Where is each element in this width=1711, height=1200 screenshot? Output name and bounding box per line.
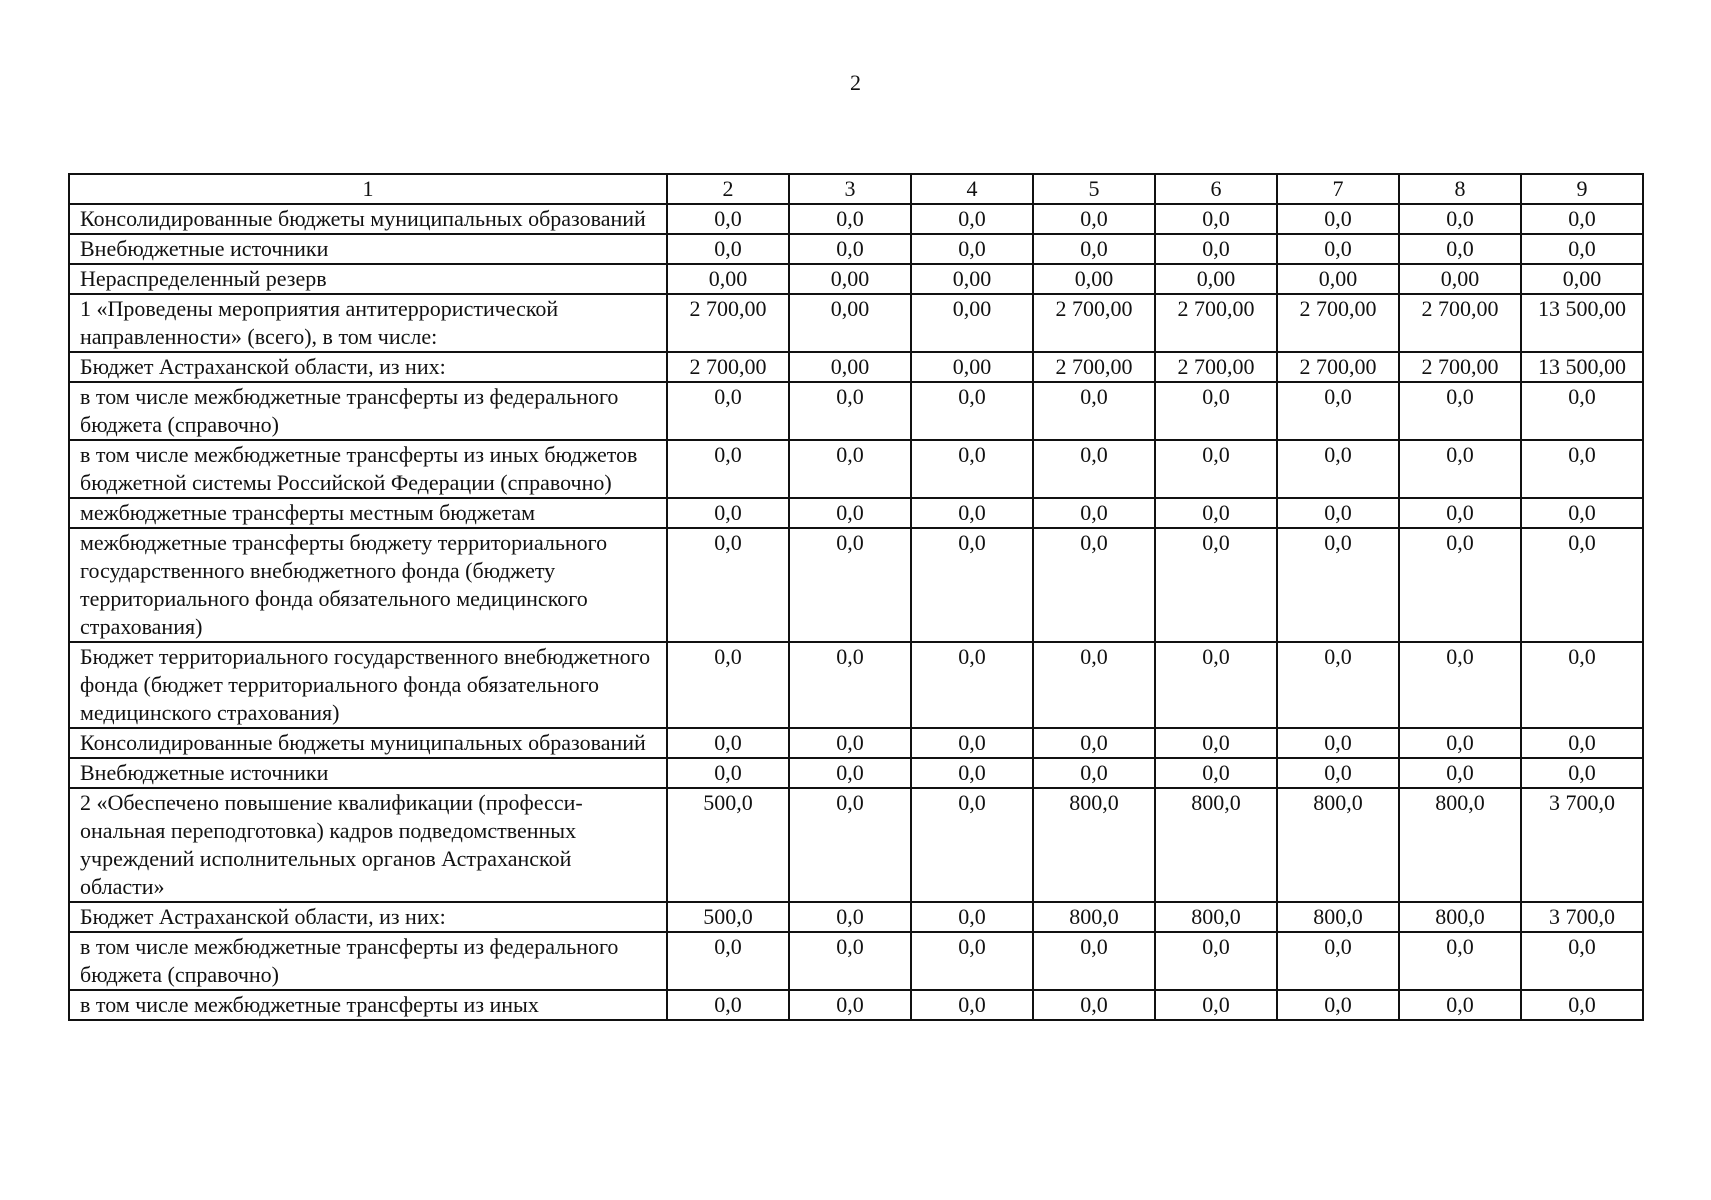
value-cell: 0,0 [1521, 204, 1643, 234]
header-cell: 9 [1521, 174, 1643, 204]
value-cell: 0,0 [1033, 204, 1155, 234]
value-cell: 0,0 [1033, 642, 1155, 728]
value-cell: 3 700,0 [1521, 788, 1643, 902]
value-cell: 0,0 [789, 642, 911, 728]
value-cell: 500,0 [667, 788, 789, 902]
value-cell: 0,0 [911, 234, 1033, 264]
value-cell: 0,0 [1033, 990, 1155, 1020]
value-cell: 0,0 [1033, 498, 1155, 528]
table-row [69, 642, 1643, 728]
value-cell: 0,0 [1277, 728, 1399, 758]
table-body [69, 204, 1643, 1020]
header-cell: 1 [69, 174, 667, 204]
value-cell: 2 700,00 [667, 352, 789, 382]
value-cell: 0,00 [1155, 264, 1277, 294]
value-cell: 0,00 [1399, 264, 1521, 294]
header-cell: 8 [1399, 174, 1521, 204]
value-cell: 13 500,00 [1521, 352, 1643, 382]
value-cell: 0,00 [789, 264, 911, 294]
value-cell: 0,00 [911, 352, 1033, 382]
value-cell: 0,0 [1277, 932, 1399, 990]
value-cell: 0,0 [1277, 204, 1399, 234]
value-cell: 0,00 [1277, 264, 1399, 294]
header-cell: 4 [911, 174, 1033, 204]
value-cell: 800,0 [1399, 788, 1521, 902]
row-label: в том числе межбюджетные трансферты из федерального бюджета (справочно) [69, 932, 667, 990]
row-label: Бюджет Астраханской области, из них: [69, 352, 667, 382]
value-cell: 0,0 [1521, 932, 1643, 990]
value-cell: 0,0 [1399, 382, 1521, 440]
value-cell: 0,0 [1277, 758, 1399, 788]
row-label: в том числе межбюджетные трансферты из иных [69, 990, 667, 1020]
table-header-row [69, 174, 1643, 204]
value-cell: 0,0 [1155, 758, 1277, 788]
value-cell: 0,0 [1033, 728, 1155, 758]
value-cell: 0,0 [1277, 382, 1399, 440]
header-cell: 3 [789, 174, 911, 204]
value-cell: 0,0 [1399, 234, 1521, 264]
value-cell: 0,0 [1277, 990, 1399, 1020]
value-cell: 0,0 [1399, 528, 1521, 642]
table-row [69, 788, 1643, 902]
value-cell: 0,0 [1033, 440, 1155, 498]
value-cell: 0,0 [667, 204, 789, 234]
row-label: Нераспределенный резерв [69, 264, 667, 294]
row-label: Внебюджетные источники [69, 234, 667, 264]
value-cell: 0,0 [1521, 728, 1643, 758]
table-row [69, 294, 1643, 352]
value-cell: 0,0 [667, 528, 789, 642]
value-cell: 0,0 [667, 932, 789, 990]
value-cell: 0,0 [789, 440, 911, 498]
value-cell: 0,0 [1155, 990, 1277, 1020]
value-cell: 0,0 [667, 382, 789, 440]
value-cell: 0,0 [1155, 498, 1277, 528]
value-cell: 0,0 [1033, 528, 1155, 642]
value-cell: 0,0 [911, 528, 1033, 642]
value-cell: 0,0 [1155, 528, 1277, 642]
value-cell: 2 700,00 [667, 294, 789, 352]
value-cell: 0,0 [1521, 642, 1643, 728]
value-cell: 13 500,00 [1521, 294, 1643, 352]
value-cell: 2 700,00 [1033, 352, 1155, 382]
header-cell: 7 [1277, 174, 1399, 204]
table-row [69, 382, 1643, 440]
value-cell: 0,0 [1277, 234, 1399, 264]
value-cell: 800,0 [1399, 902, 1521, 932]
value-cell: 0,0 [1155, 932, 1277, 990]
value-cell: 2 700,00 [1155, 352, 1277, 382]
value-cell: 0,0 [1399, 204, 1521, 234]
row-label: в том числе межбюджетные трансферты из иных бюджетов бюджетной системы Российской Федерации (справочно) [69, 440, 667, 498]
value-cell: 0,0 [1521, 382, 1643, 440]
value-cell: 0,00 [667, 264, 789, 294]
value-cell: 0,0 [667, 728, 789, 758]
value-cell: 0,0 [1155, 204, 1277, 234]
value-cell: 0,0 [789, 382, 911, 440]
row-label: межбюджетные трансферты местным бюджетам [69, 498, 667, 528]
table-row [69, 204, 1643, 234]
value-cell: 0,0 [1277, 440, 1399, 498]
value-cell: 0,0 [1521, 440, 1643, 498]
value-cell: 2 700,00 [1399, 352, 1521, 382]
value-cell: 0,0 [1521, 234, 1643, 264]
value-cell: 0,0 [911, 642, 1033, 728]
value-cell: 0,0 [1277, 528, 1399, 642]
value-cell: 500,0 [667, 902, 789, 932]
value-cell: 2 700,00 [1155, 294, 1277, 352]
value-cell: 0,0 [667, 234, 789, 264]
page-number: 2 [850, 70, 861, 95]
value-cell: 800,0 [1277, 788, 1399, 902]
value-cell: 0,0 [789, 498, 911, 528]
value-cell: 0,0 [911, 788, 1033, 902]
value-cell: 0,0 [1399, 728, 1521, 758]
row-label: межбюджетные трансферты бюджету территориального государственного внебюджетного фонда (бюджету территориального фонда обязательного медицинского страхования) [69, 528, 667, 642]
value-cell: 800,0 [1033, 902, 1155, 932]
table-row [69, 990, 1643, 1020]
table-header [69, 174, 1643, 204]
value-cell: 0,0 [1155, 440, 1277, 498]
row-label: Консолидированные бюджеты муниципальных образований [69, 728, 667, 758]
value-cell: 0,0 [1033, 758, 1155, 788]
value-cell: 0,00 [911, 294, 1033, 352]
value-cell: 800,0 [1277, 902, 1399, 932]
table-row [69, 352, 1643, 382]
value-cell: 800,0 [1033, 788, 1155, 902]
table-row [69, 728, 1643, 758]
value-cell: 0,0 [911, 990, 1033, 1020]
value-cell: 0,0 [789, 990, 911, 1020]
budget-table [68, 173, 1644, 1021]
value-cell: 2 700,00 [1033, 294, 1155, 352]
value-cell: 0,00 [789, 352, 911, 382]
value-cell: 0,0 [911, 204, 1033, 234]
value-cell: 0,0 [1155, 728, 1277, 758]
value-cell: 0,0 [789, 204, 911, 234]
table-row [69, 264, 1643, 294]
value-cell: 2 700,00 [1399, 294, 1521, 352]
value-cell: 0,00 [1521, 264, 1643, 294]
table-row [69, 440, 1643, 498]
table-row [69, 902, 1643, 932]
value-cell: 0,0 [911, 382, 1033, 440]
value-cell: 2 700,00 [1277, 294, 1399, 352]
value-cell: 0,0 [789, 758, 911, 788]
value-cell: 0,00 [1033, 264, 1155, 294]
header-cell: 2 [667, 174, 789, 204]
value-cell: 0,0 [1033, 234, 1155, 264]
value-cell: 800,0 [1155, 788, 1277, 902]
value-cell: 0,0 [1521, 498, 1643, 528]
value-cell: 0,0 [789, 932, 911, 990]
value-cell: 2 700,00 [1277, 352, 1399, 382]
value-cell: 0,0 [789, 902, 911, 932]
table-row [69, 528, 1643, 642]
value-cell: 0,0 [911, 758, 1033, 788]
value-cell: 0,0 [911, 728, 1033, 758]
value-cell: 0,0 [1399, 758, 1521, 788]
value-cell: 800,0 [1155, 902, 1277, 932]
value-cell: 0,0 [1399, 440, 1521, 498]
value-cell: 0,0 [1155, 382, 1277, 440]
value-cell: 0,0 [789, 728, 911, 758]
row-label: 2 «Обеспечено повышение квалификации (профессиональная переподготовка) кадров подведомственных учреждений исполнительных органов Астраханской области» [69, 788, 667, 902]
value-cell: 0,0 [1521, 758, 1643, 788]
value-cell: 0,0 [911, 932, 1033, 990]
value-cell: 0,0 [911, 440, 1033, 498]
table-row [69, 234, 1643, 264]
row-label: 1 «Проведены мероприятия антитеррористической направленности» (всего), в том числе: [69, 294, 667, 352]
value-cell: 0,0 [667, 758, 789, 788]
value-cell: 0,0 [1521, 528, 1643, 642]
value-cell: 0,0 [1155, 642, 1277, 728]
table-row [69, 932, 1643, 990]
value-cell: 0,0 [911, 498, 1033, 528]
value-cell: 0,0 [1521, 990, 1643, 1020]
value-cell: 0,00 [789, 294, 911, 352]
row-label: в том числе межбюджетные трансферты из федерального бюджета (справочно) [69, 382, 667, 440]
value-cell: 0,0 [789, 234, 911, 264]
header-cell: 5 [1033, 174, 1155, 204]
value-cell: 0,0 [667, 990, 789, 1020]
header-cell: 6 [1155, 174, 1277, 204]
value-cell: 0,0 [1399, 990, 1521, 1020]
value-cell: 0,0 [1277, 642, 1399, 728]
value-cell: 0,0 [1033, 932, 1155, 990]
value-cell: 0,0 [1399, 642, 1521, 728]
value-cell: 0,00 [911, 264, 1033, 294]
row-label: Внебюджетные источники [69, 758, 667, 788]
value-cell: 0,0 [1155, 234, 1277, 264]
row-label: Бюджет Астраханской области, из них: [69, 902, 667, 932]
value-cell: 0,0 [789, 788, 911, 902]
table-row [69, 758, 1643, 788]
value-cell: 0,0 [789, 528, 911, 642]
value-cell: 0,0 [1277, 498, 1399, 528]
value-cell: 0,0 [911, 902, 1033, 932]
value-cell: 0,0 [667, 498, 789, 528]
value-cell: 0,0 [667, 440, 789, 498]
value-cell: 0,0 [1399, 498, 1521, 528]
value-cell: 0,0 [1033, 382, 1155, 440]
value-cell: 0,0 [1399, 932, 1521, 990]
row-label: Консолидированные бюджеты муниципальных образований [69, 204, 667, 234]
row-label: Бюджет территориального государственного внебюджетного фонда (бюджет территориального фонда обязательного медицинского страхования) [69, 642, 667, 728]
table-row [69, 498, 1643, 528]
value-cell: 0,0 [667, 642, 789, 728]
value-cell: 3 700,0 [1521, 902, 1643, 932]
